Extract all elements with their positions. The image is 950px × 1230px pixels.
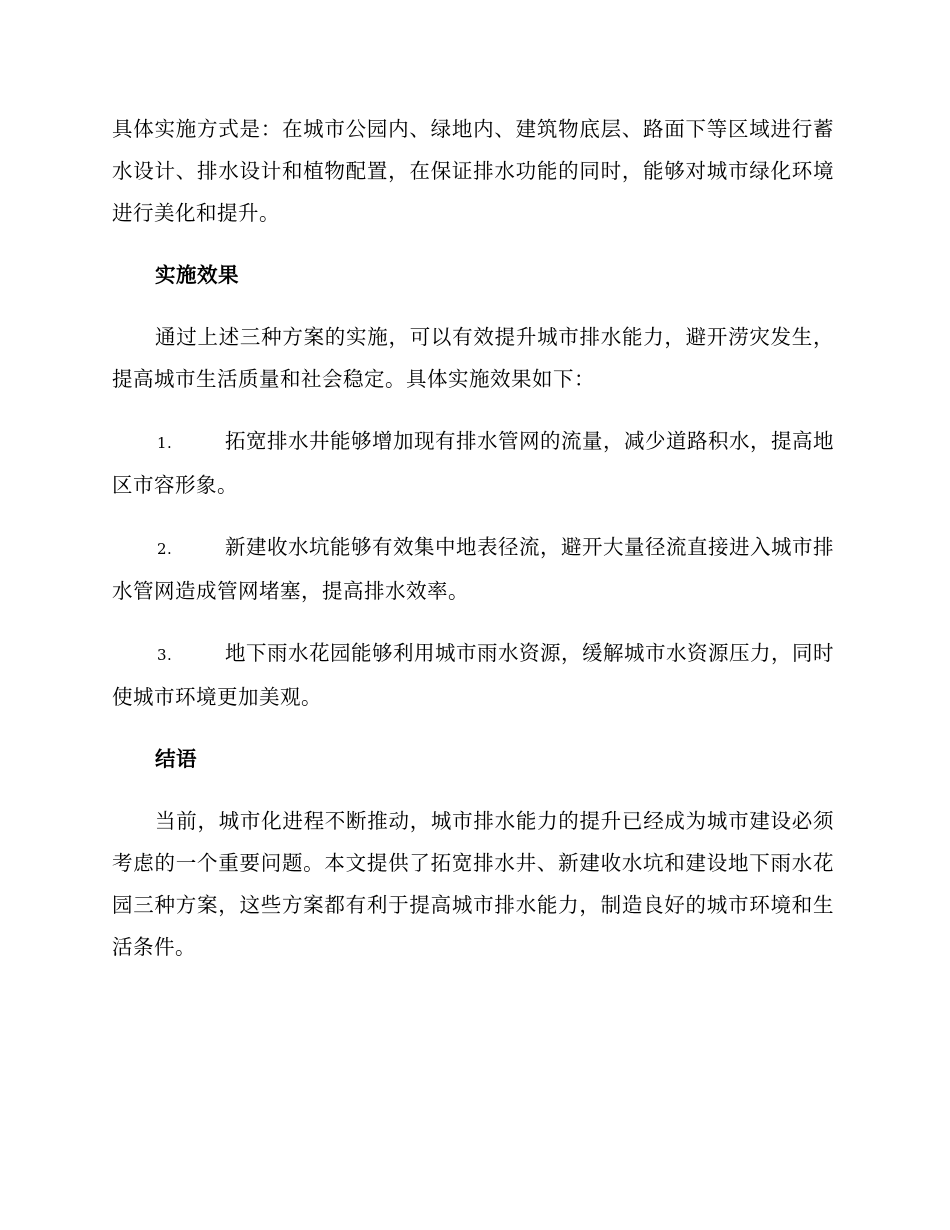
- list-item: [112, 420, 834, 506]
- section-heading-effects: 实施效果: [155, 263, 239, 287]
- section-heading-conclusion: 结语: [155, 747, 197, 771]
- list-item-number: 2.: [157, 540, 173, 558]
- list-item-number: 3.: [157, 646, 173, 664]
- list-item: [112, 632, 834, 718]
- list-item-text: 新建收水坑能够有效集中地表径流，避开大量径流直接进入城市排水管网造成管网堵塞，提高排水效率。: [112, 535, 834, 603]
- list-item-number: 1.: [157, 434, 173, 452]
- effects-paragraph: 通过上述三种方案的实施，可以有效提升城市排水能力，避开涝灾发生，提高城市生活质量和社会稳定。具体实施效果如下：: [112, 325, 834, 391]
- conclusion-paragraph: 当前，城市化进程不断推动，城市排水能力的提升已经成为城市建设必须考虑的一个重要问题。本文提供了拓宽排水井、新建收水坑和建设地下雨水花园三种方案，这些方案都有利于提高城市排水能力，制造良好的城市环境和生活条件。: [112, 809, 834, 959]
- document-body: [112, 108, 834, 988]
- list-item-text: 拓宽排水井能够增加现有排水管网的流量，减少道路积水，提高地区市容形象。: [112, 429, 834, 497]
- list-item-text: 地下雨水花园能够利用城市雨水资源，缓解城市水资源压力，同时使城市环境更加美观。: [112, 641, 834, 709]
- intro-paragraph: 具体实施方式是：在城市公园内、绿地内、建筑物底层、路面下等区域进行蓄水设计、排水设计和植物配置，在保证排水功能的同时，能够对城市绿化环境进行美化和提升。: [112, 117, 834, 225]
- list-item: [112, 526, 834, 612]
